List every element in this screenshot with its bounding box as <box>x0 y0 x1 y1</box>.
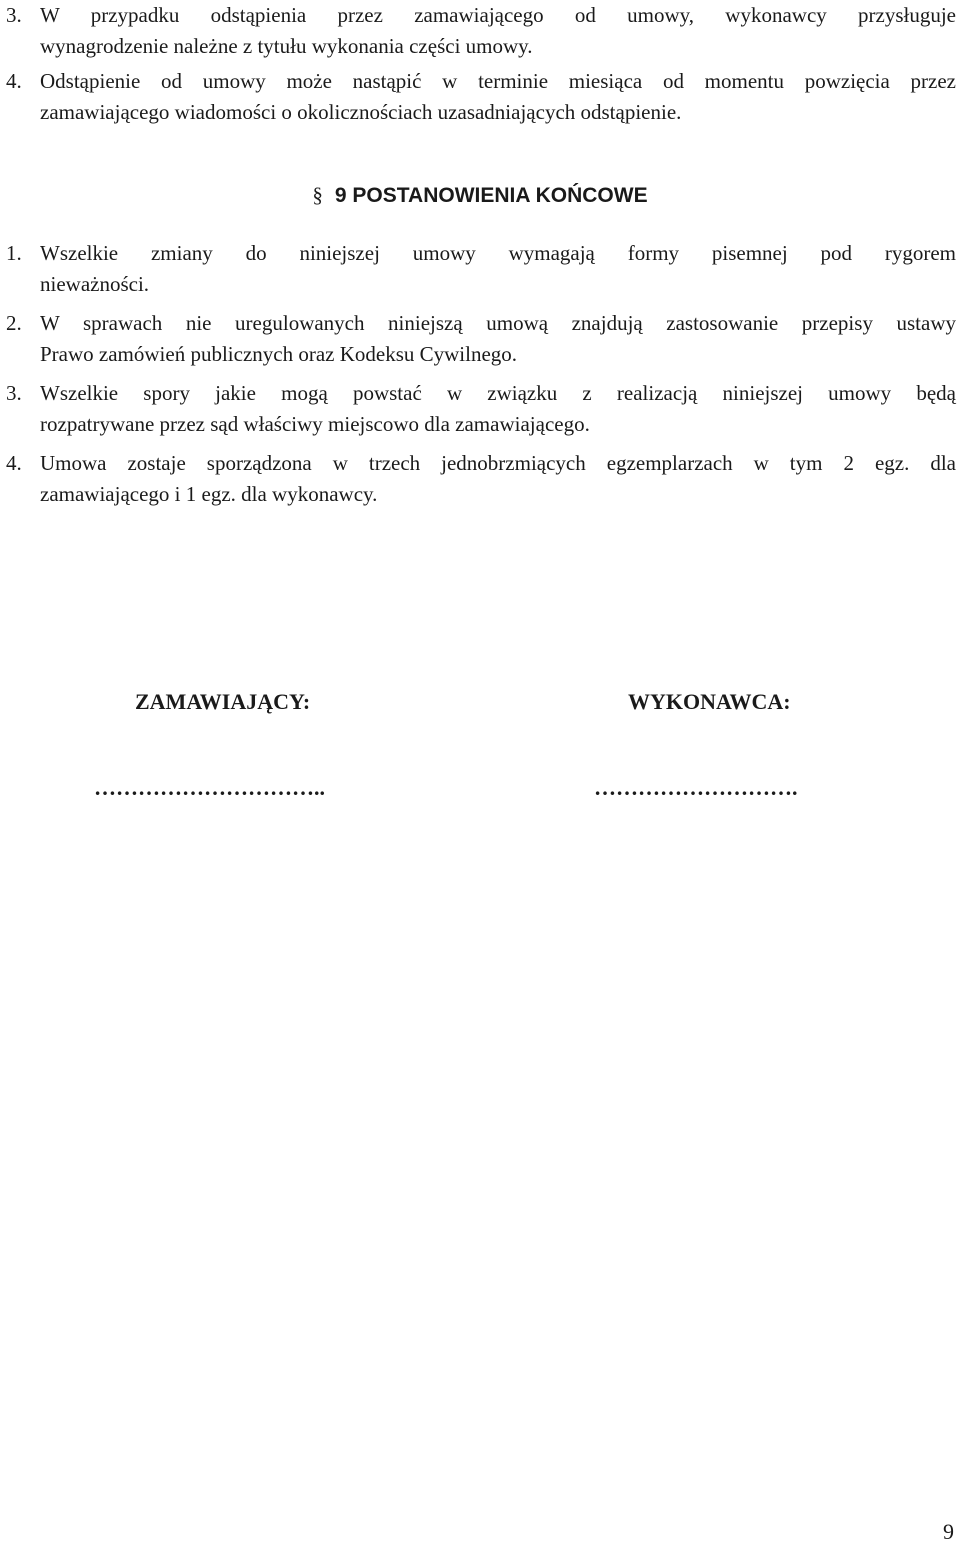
list-item-number: 4. <box>6 451 22 475</box>
list-item <box>6 66 956 128</box>
list-item-line <box>6 0 956 31</box>
list-item <box>6 238 956 300</box>
list-item-line <box>6 378 956 409</box>
list-item-continuation: zamawiającego i 1 egz. dla wykonawcy. <box>40 482 378 506</box>
signature-label-contractor: WYKONAWCA: <box>628 689 791 714</box>
list-item-line <box>6 308 956 339</box>
signature-line-contractor: ………………………. <box>594 775 798 800</box>
list-item-text: Odstąpienie od umowy może nastąpić w terminie miesiąca od momentu powzięcia przez <box>40 69 956 93</box>
section-heading <box>0 180 960 211</box>
section-heading-text: 9 POSTANOWIENIA KOŃCOWE <box>334 184 648 207</box>
list-item-number: 4. <box>6 69 22 93</box>
list-item-text: W przypadku odstąpienia przez zamawiającego od umowy, wykonawcy przysługuje <box>40 3 956 27</box>
list-item-continuation: wynagrodzenie należne z tytułu wykonania części umowy. <box>40 34 533 58</box>
list-item-number: 1. <box>6 241 22 265</box>
page-number: 9 <box>943 1519 954 1544</box>
list-item-number: 3. <box>6 3 22 27</box>
list-item-number: 3. <box>6 381 22 405</box>
list-item <box>6 378 956 440</box>
list-item <box>6 308 956 370</box>
list-item-text: Wszelkie spory jakie mogą powstać w związku z realizacją niniejszej umowy będą <box>40 381 956 405</box>
list-item-line <box>6 238 956 269</box>
list-item-text: Umowa zostaje sporządzona w trzech jednobrzmiących egzemplarzach w tym 2 egz. dla <box>40 451 956 475</box>
list-item-line <box>6 448 956 479</box>
list-item-number: 2. <box>6 311 22 335</box>
list-item-text: Wszelkie zmiany do niniejszej umowy wymagają formy pisemnej pod rygorem <box>40 241 956 265</box>
signature-line-ordering-party: ………………………….. <box>94 775 325 800</box>
list-item-continuation: zamawiającego wiadomości o okolicznościach uzasadniających odstąpienie. <box>40 100 682 124</box>
list-item-continuation: rozpatrywane przez sąd właściwy miejscowo dla zamawiającego. <box>40 412 590 436</box>
list-item-line <box>6 66 956 97</box>
list-item-continuation: nieważności. <box>40 272 150 296</box>
signature-label-ordering-party: ZAMAWIAJĄCY: <box>135 689 311 714</box>
section-sign: § <box>312 183 323 207</box>
list-item-continuation: Prawo zamówień publicznych oraz Kodeksu Cywilnego. <box>40 342 518 366</box>
list-item-text: W sprawach nie uregulowanych niniejszą umową znajdują zastosowanie przepisy ustawy <box>40 311 956 335</box>
list-item <box>6 0 956 62</box>
list-item <box>6 448 956 510</box>
